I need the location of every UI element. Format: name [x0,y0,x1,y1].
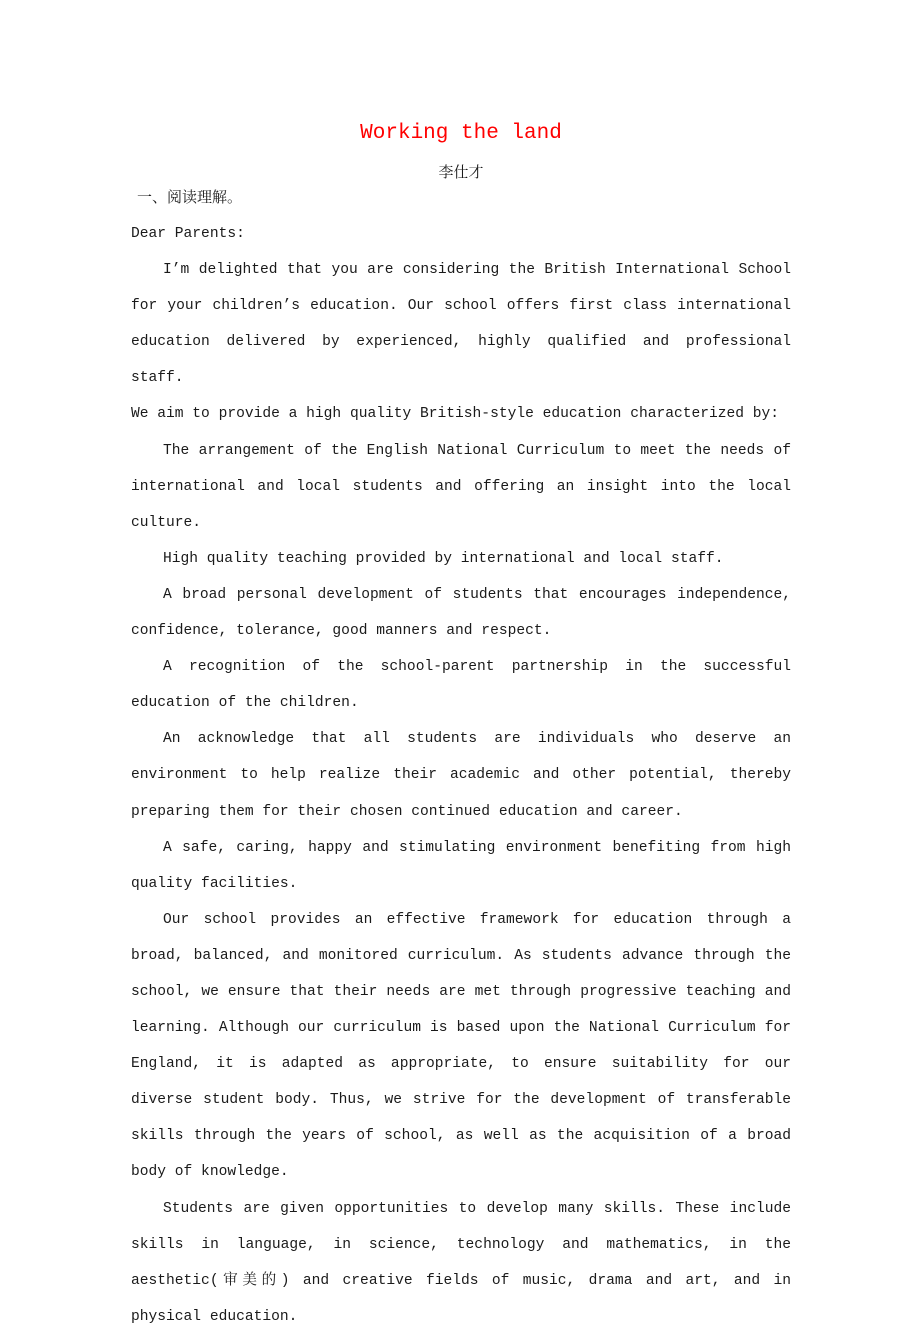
paragraph: I’m delighted that you are considering the British International School for your children’s education. Our school offers first class international education delivered by experienced, highly qualified and professional staff. [131,262,791,387]
paragraph: Our school provides an effective framework for education through a broad, balanced, and monitored curriculum. As students advance through the school, we ensure that their needs are met through progressive teaching and learning. Although our curriculum is based upon the National Curriculum for England, it is adapted as appropriate, to ensure suitability for our diverse student body. Thus, we strive for the development of transferable skills through the years of school, as well as the acquisition of a broad body of knowledge. [131,911,791,1181]
paragraph: Students are given opportunities to develop many skills. These include skills in language, in science, technology and mathematics, in the aesthetic(审美的) and creative fields of music, drama and art, and in physical education. [131,1200,791,1325]
author-name: 李仕才 [438,163,484,181]
document-title: Working the land [360,122,562,145]
paragraph: We aim to provide a high quality British-style education characterized by: [131,406,780,423]
letter-body [131,216,791,1335]
salutation: Dear Parents: [131,226,245,242]
paragraph: An acknowledge that all students are individuals who deserve an environment to help realize their academic and other potential, thereby preparing them for their chosen continued education and career. [131,731,791,820]
paragraph: High quality teaching provided by international and local staff. [163,550,724,567]
paragraph: The arrangement of the English National Curriculum to meet the needs of international and local students and offering an insight into the local culture. [131,442,791,531]
paragraph: A safe, caring, happy and stimulating environment benefiting from high quality facilities. [131,839,791,892]
paragraph: A recognition of the school-parent partnership in the successful education of the children. [131,659,791,712]
section-heading: 一、阅读理解。 [137,188,243,206]
paragraph: A broad personal development of students that encourages independence, confidence, tolerance, good manners and respect. [131,586,791,640]
